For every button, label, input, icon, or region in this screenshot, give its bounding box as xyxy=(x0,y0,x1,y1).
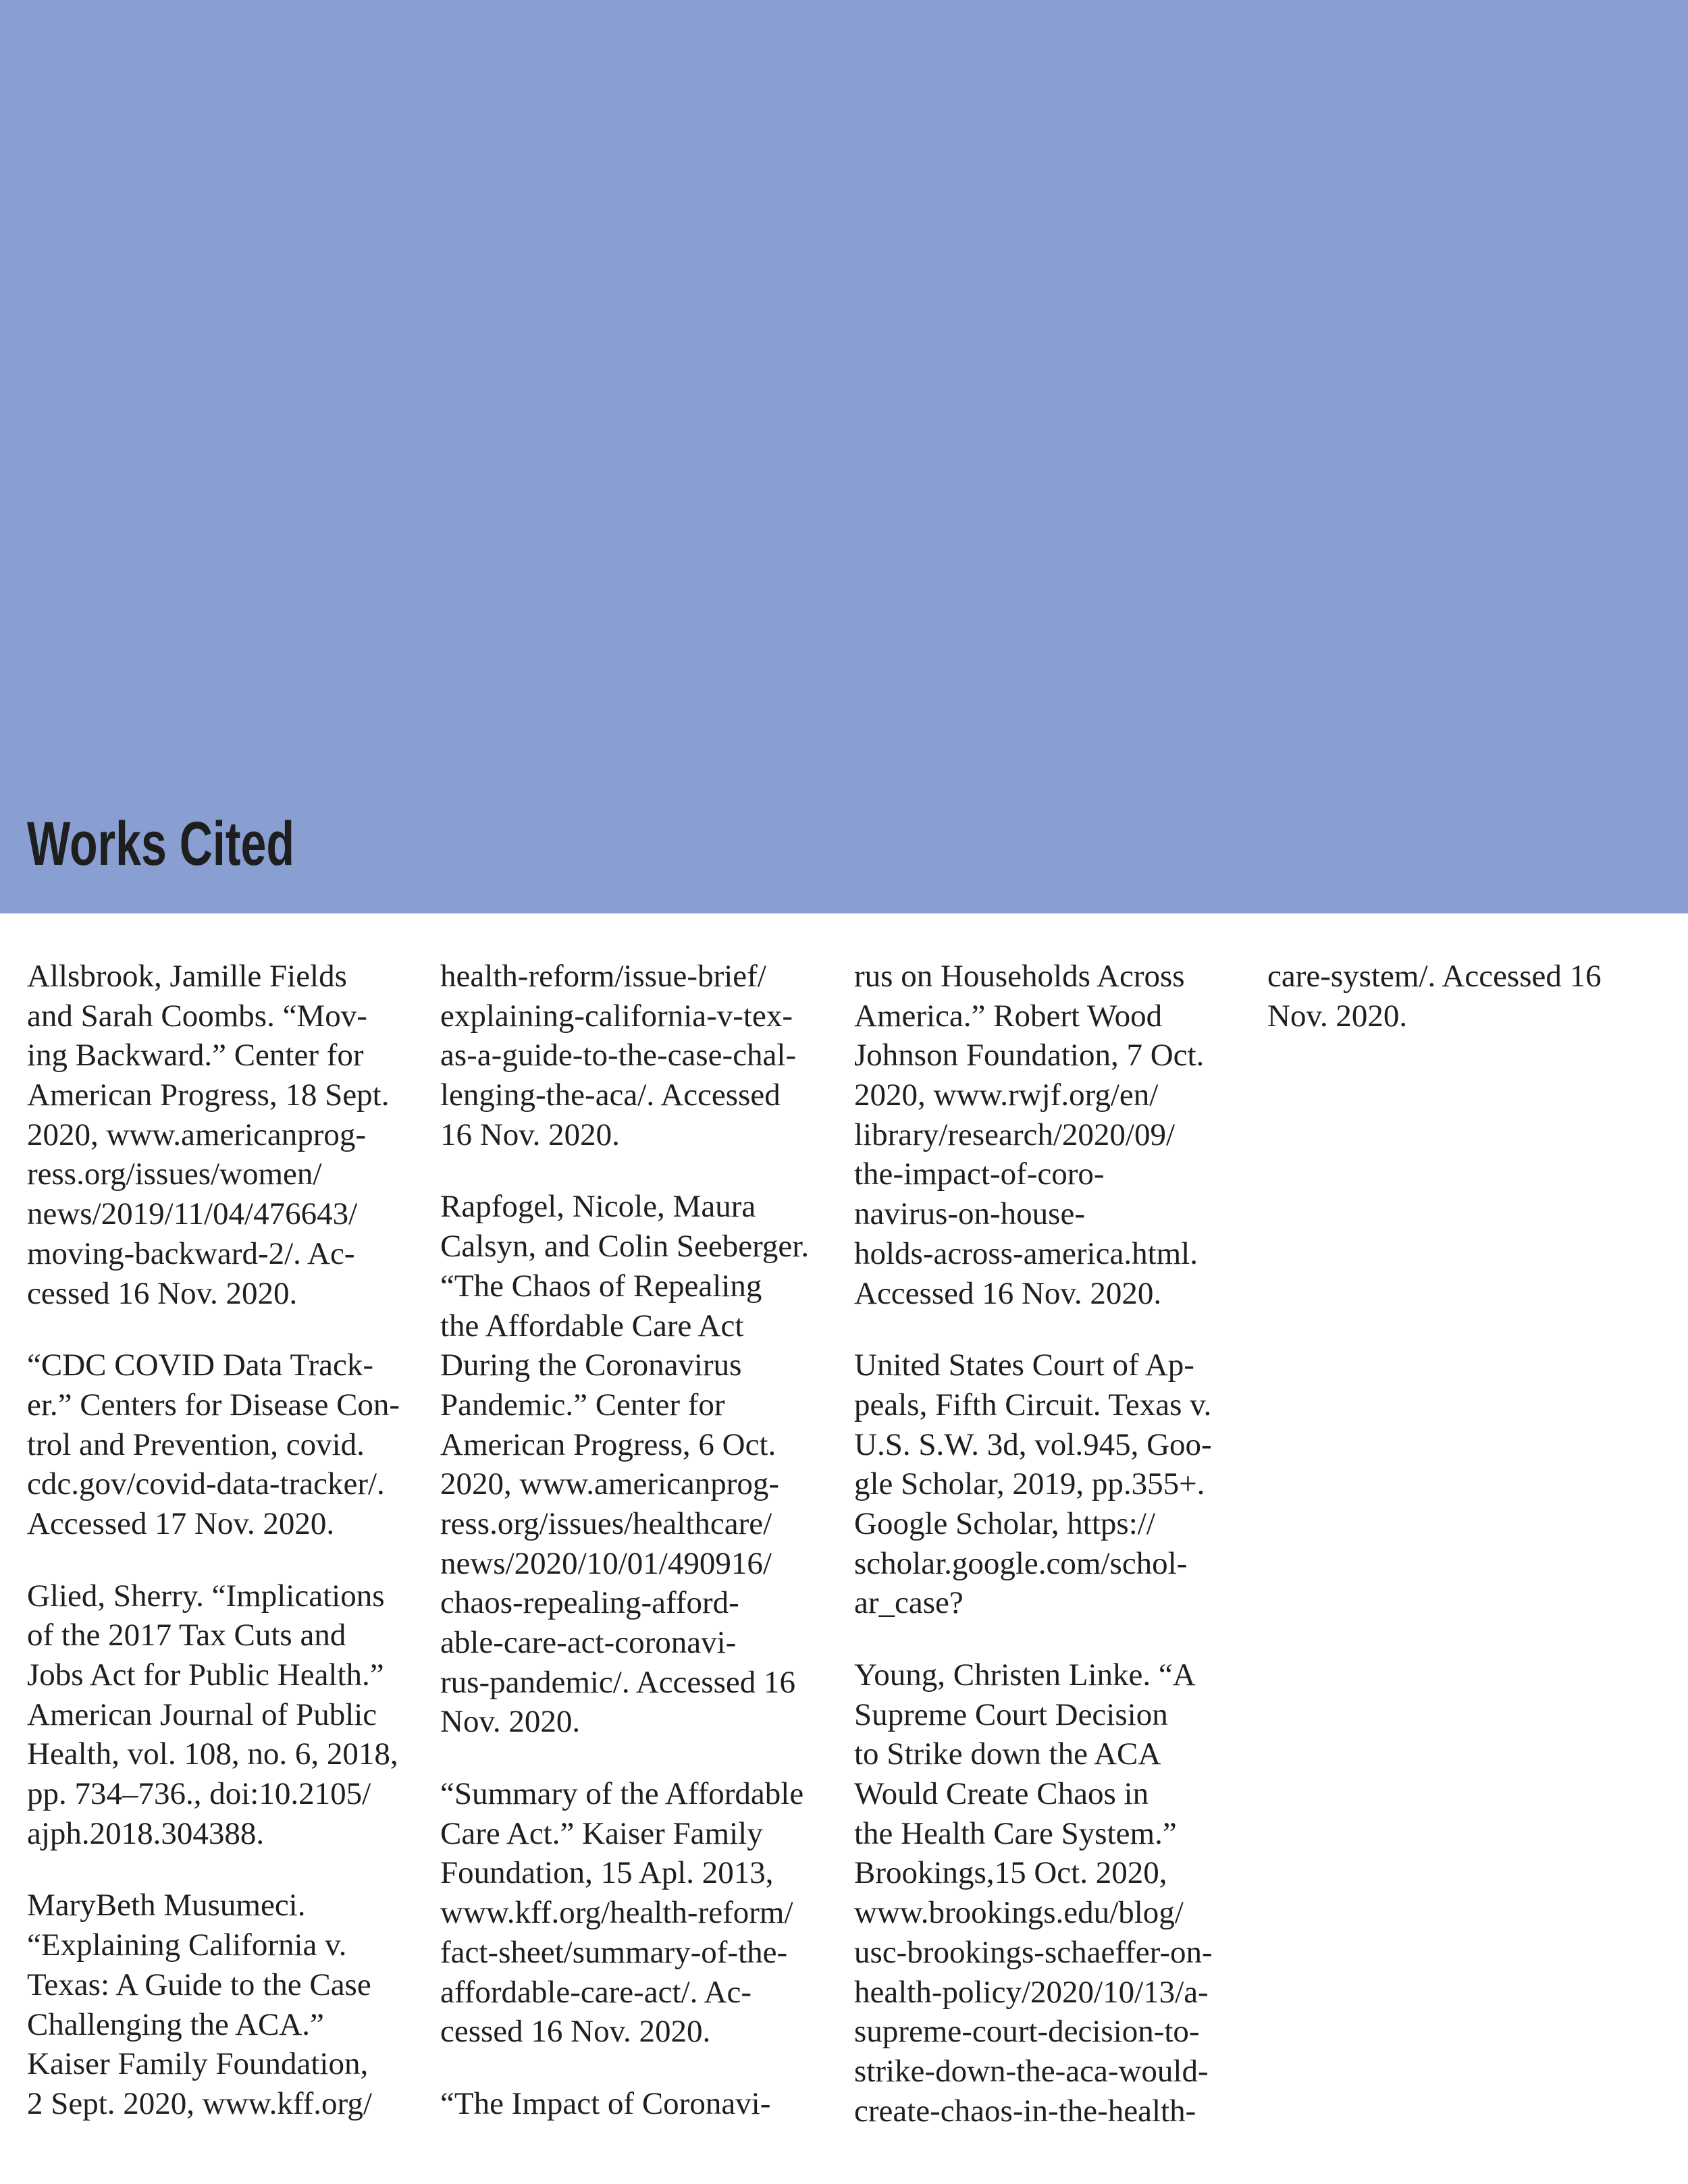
citation-line: Google Scholar, https:// xyxy=(854,1506,1155,1541)
citation-line: Jobs Act for Public Health.” xyxy=(27,1657,384,1693)
entry-spacer xyxy=(440,1154,842,1187)
citation-line: During the Coronavirus xyxy=(440,1348,742,1383)
citation-line: health-policy/2020/10/13/a- xyxy=(854,1974,1209,2010)
entry-spacer xyxy=(27,1313,429,1346)
citation-entry xyxy=(854,1655,1256,2131)
citation-line: health-reform/issue-brief/ xyxy=(440,959,766,994)
citation-line: news/2020/10/01/490916/ xyxy=(440,1545,772,1581)
citation-line: er.” Centers for Disease Con- xyxy=(27,1387,400,1422)
citation-entry xyxy=(440,957,842,1154)
citation-column xyxy=(27,957,429,2124)
citation-line: U.S. S.W. 3d, vol.945, Goo- xyxy=(854,1427,1212,1462)
citation-line: Nov. 2020. xyxy=(440,1704,581,1740)
citation-line: Would Create Chaos in xyxy=(854,1776,1149,1812)
citation-line: trol and Prevention, covid. xyxy=(27,1427,365,1462)
citation-line: create-chaos-in-the-health- xyxy=(854,2093,1196,2129)
citation-line: and Sarah Coombs. “Mov- xyxy=(27,998,367,1034)
citation-line: www.brookings.edu/blog/ xyxy=(854,1895,1184,1931)
citation-line: cdc.gov/covid-data-tracker/. xyxy=(27,1466,385,1502)
citation-line: ing Backward.” Center for xyxy=(27,1038,364,1073)
citation-line: usc-brookings-schaeffer-on- xyxy=(854,1934,1213,1970)
citation-entry xyxy=(440,1774,842,2052)
citation-line: the-impact-of-coro- xyxy=(854,1156,1105,1192)
citation-line: ar_case? xyxy=(854,1585,964,1621)
citation-line: as-a-guide-to-the-case-chal- xyxy=(440,1038,797,1073)
citation-entry xyxy=(440,2084,842,2124)
citation-line: the Affordable Care Act xyxy=(440,1308,744,1343)
citation-line: holds-across-america.html. xyxy=(854,1235,1198,1271)
citation-line: the Health Care System.” xyxy=(854,1815,1177,1851)
citation-line: 2 Sept. 2020, www.kff.org/ xyxy=(27,2085,372,2121)
citation-line: www.kff.org/health-reform/ xyxy=(440,1895,793,1931)
page-title: Works Cited xyxy=(27,809,294,878)
citation-entry xyxy=(854,1346,1256,1623)
citation-entry xyxy=(440,1187,842,1742)
citation-line: 2020, www.americanprog- xyxy=(27,1117,367,1152)
citation-line: American Progress, 6 Oct. xyxy=(440,1427,776,1462)
entry-spacer xyxy=(27,1853,429,1886)
citation-line: United States Court of Ap- xyxy=(854,1348,1194,1383)
citation-entry xyxy=(27,1576,429,1854)
entry-spacer xyxy=(440,2052,842,2084)
citation-line: strike-down-the-aca-would- xyxy=(854,2053,1209,2089)
citation-line: 2020, www.americanprog- xyxy=(440,1466,780,1502)
citation-line: Calsyn, and Colin Seeberger. xyxy=(440,1229,810,1264)
citation-line: Rapfogel, Nicole, Maura xyxy=(440,1189,756,1225)
citation-line: cessed 16 Nov. 2020. xyxy=(440,2014,711,2050)
citation-line: Young, Christen Linke. “A xyxy=(854,1657,1196,1693)
citation-line: news/2019/11/04/476643/ xyxy=(27,1196,358,1232)
citation-column xyxy=(854,957,1256,2131)
citation-line: Foundation, 15 Apl. 2013, xyxy=(440,1855,774,1891)
citation-line: Kaiser Family Foundation, xyxy=(27,2046,369,2082)
citation-line: Accessed 17 Nov. 2020. xyxy=(27,1506,335,1541)
header-band xyxy=(0,0,1688,913)
citation-line: scholar.google.com/schol- xyxy=(854,1545,1188,1581)
citation-line: Accessed 16 Nov. 2020. xyxy=(854,1275,1162,1311)
citation-entry xyxy=(27,1346,429,1543)
citation-line: 16 Nov. 2020. xyxy=(440,1117,620,1152)
citation-line: Pandemic.” Center for xyxy=(440,1387,725,1422)
citation-line: ajph.2018.304388. xyxy=(27,1815,265,1851)
citation-line: Supreme Court Decision xyxy=(854,1697,1168,1732)
citation-line: care-system/. Accessed 16 xyxy=(1267,959,1602,994)
citation-line: MaryBeth Musumeci. xyxy=(27,1888,306,1923)
citation-line: Challenging the ACA.” xyxy=(27,2006,324,2042)
citation-line: rus on Households Across xyxy=(854,959,1185,994)
entry-spacer xyxy=(27,1544,429,1576)
citation-line: to Strike down the ACA xyxy=(854,1736,1161,1772)
citation-line: lenging-the-aca/. Accessed xyxy=(440,1077,781,1113)
entry-spacer xyxy=(854,1313,1256,1346)
entry-spacer xyxy=(440,1742,842,1774)
citation-line: Care Act.” Kaiser Family xyxy=(440,1815,763,1851)
citation-line: Glied, Sherry. “Implications xyxy=(27,1578,385,1614)
citation-line: “CDC COVID Data Track- xyxy=(27,1348,374,1383)
citation-line: American Journal of Public xyxy=(27,1697,377,1732)
citation-line: “Summary of the Affordable xyxy=(440,1776,804,1812)
entry-spacer xyxy=(854,1623,1256,1655)
citation-line: supreme-court-decision-to- xyxy=(854,2014,1200,2050)
citation-line: Allsbrook, Jamille Fields xyxy=(27,959,347,994)
citation-line: “The Chaos of Repealing xyxy=(440,1268,762,1304)
citation-line: of the 2017 Tax Cuts and xyxy=(27,1618,346,1653)
citation-line: chaos-repealing-afford- xyxy=(440,1585,739,1621)
citation-line: America.” Robert Wood xyxy=(854,998,1163,1034)
citation-line: gle Scholar, 2019, pp.355+. xyxy=(854,1466,1205,1502)
citation-entry xyxy=(27,1886,429,2123)
citation-line: “Explaining California v. xyxy=(27,1927,347,1963)
citation-line: explaining-california-v-tex- xyxy=(440,998,793,1034)
citation-line: ress.org/issues/women/ xyxy=(27,1156,322,1192)
citation-line: cessed 16 Nov. 2020. xyxy=(27,1275,298,1311)
citation-line: Texas: A Guide to the Case xyxy=(27,1967,371,2002)
citation-line: Nov. 2020. xyxy=(1267,998,1408,1034)
citation-line: able-care-act-coronavi- xyxy=(440,1625,737,1660)
citation-line: Health, vol. 108, no. 6, 2018, xyxy=(27,1736,398,1772)
citation-column xyxy=(440,957,842,2124)
citation-entry xyxy=(854,957,1256,1313)
citation-column xyxy=(1267,957,1669,1036)
citation-line: fact-sheet/summary-of-the- xyxy=(440,1934,788,1970)
citation-line: ress.org/issues/healthcare/ xyxy=(440,1506,772,1541)
citation-entry xyxy=(27,957,429,1313)
citation-entry xyxy=(1267,957,1669,1036)
citation-line: moving-backward-2/. Ac- xyxy=(27,1235,355,1271)
citation-line: American Progress, 18 Sept. xyxy=(27,1077,390,1113)
citation-line: Johnson Foundation, 7 Oct. xyxy=(854,1038,1205,1073)
citation-line: “The Impact of Coronavi- xyxy=(440,2085,771,2121)
citation-line: rus-pandemic/. Accessed 16 xyxy=(440,1664,795,1700)
citation-line: pp. 734–736., doi:10.2105/ xyxy=(27,1776,371,1812)
citation-line: Brookings,15 Oct. 2020, xyxy=(854,1855,1167,1891)
citation-line: navirus-on-house- xyxy=(854,1196,1085,1232)
citation-line: library/research/2020/09/ xyxy=(854,1117,1176,1152)
citation-line: 2020, www.rwjf.org/en/ xyxy=(854,1077,1159,1113)
citation-line: affordable-care-act/. Ac- xyxy=(440,1974,751,2010)
citation-line: peals, Fifth Circuit. Texas v. xyxy=(854,1387,1212,1422)
